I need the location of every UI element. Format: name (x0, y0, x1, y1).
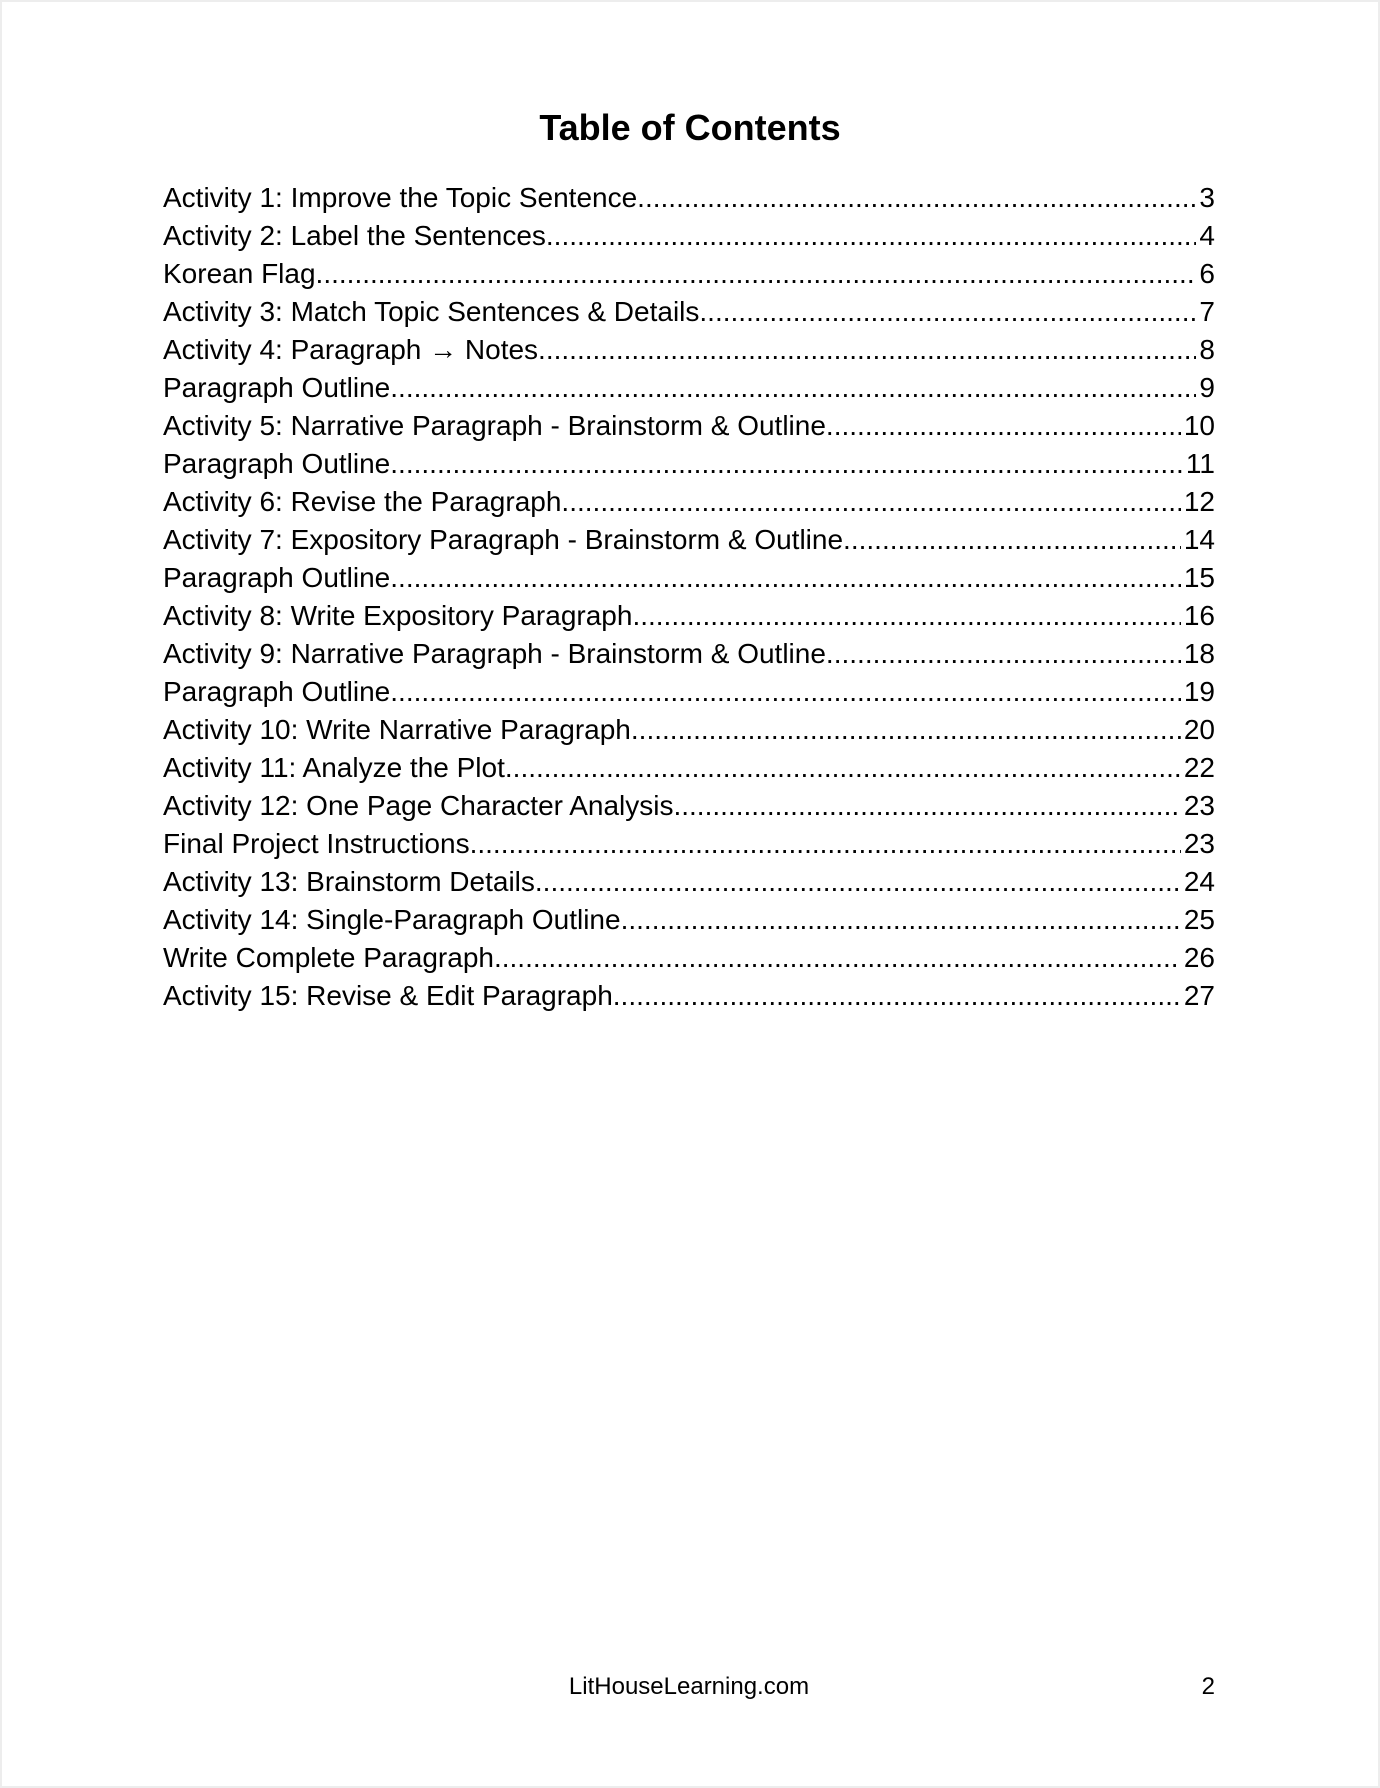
toc-entry-page: 3 (1199, 182, 1215, 213)
toc-entry (163, 331, 1215, 369)
dot-leader (632, 597, 1180, 635)
toc-entry-label: Activity 13: Brainstorm Details (163, 866, 535, 897)
toc-entry-page: 16 (1183, 600, 1215, 631)
toc-entry-page: 22 (1183, 752, 1215, 783)
toc-entry (163, 863, 1215, 901)
toc-entry-label: Activity 5: Narrative Paragraph - Brainstorm & Outline (163, 410, 826, 441)
toc-entry-label: Activity 8: Write Expository Paragraph (163, 600, 633, 631)
toc-entry-page: 15 (1183, 562, 1215, 593)
toc-entry (163, 825, 1215, 863)
toc-entry-label: Activity 2: Label the Sentences (163, 220, 546, 251)
toc-entry (163, 407, 1215, 445)
toc-entry (163, 597, 1215, 635)
dot-leader (699, 293, 1196, 331)
dot-leader (631, 711, 1181, 749)
toc-entry-page: 8 (1199, 334, 1215, 365)
toc-entry-label: Activity 10: Write Narrative Paragraph (163, 714, 631, 745)
dot-leader (538, 331, 1196, 369)
toc-list (163, 179, 1215, 1015)
toc-entry-page: 10 (1183, 410, 1215, 441)
dot-leader (826, 635, 1181, 673)
dot-leader (470, 825, 1181, 863)
toc-entry-label: Paragraph Outline (163, 676, 391, 707)
dot-leader (390, 445, 1183, 483)
dot-leader (505, 749, 1181, 787)
toc-entry (163, 977, 1215, 1015)
toc-entry (163, 217, 1215, 255)
toc-entry-page: 18 (1183, 638, 1215, 669)
dot-leader (613, 977, 1181, 1015)
toc-entry-page: 23 (1183, 828, 1215, 859)
toc-entry-page: 23 (1183, 790, 1215, 821)
toc-entry-label: Activity 6: Revise the Paragraph (163, 486, 562, 517)
toc-entry-label: Paragraph Outline (163, 562, 391, 593)
toc-entry (163, 787, 1215, 825)
toc-entry (163, 179, 1215, 217)
toc-entry-label: Paragraph Outline (163, 372, 391, 403)
dot-leader (316, 255, 1197, 293)
toc-entry-label: Activity 1: Improve the Topic Sentence (163, 182, 638, 213)
dot-leader (826, 407, 1181, 445)
toc-entry-page: 12 (1183, 486, 1215, 517)
toc-entry (163, 901, 1215, 939)
dot-leader (843, 521, 1181, 559)
toc-entry-label: Activity 12: One Page Character Analysis (163, 790, 674, 821)
toc-entry (163, 939, 1215, 977)
toc-entry-label: Activity 9: Narrative Paragraph - Brainstorm & Outline (163, 638, 826, 669)
dot-leader (546, 217, 1197, 255)
toc-entry-page: 11 (1185, 448, 1215, 479)
toc-entry-page: 6 (1199, 258, 1215, 289)
toc-entry-label: Write Complete Paragraph (163, 942, 494, 973)
toc-entry-label: Activity 3: Match Topic Sentences & Details (163, 296, 700, 327)
toc-entry-label: Paragraph Outline (163, 448, 391, 479)
toc-entry (163, 445, 1215, 483)
dot-leader (561, 483, 1180, 521)
dot-leader (494, 939, 1181, 977)
toc-entry-label: Korean Flag (163, 258, 316, 289)
toc-entry-page: 19 (1183, 676, 1215, 707)
dot-leader (673, 787, 1180, 825)
toc-entry-page: 25 (1183, 904, 1215, 935)
toc-entry-page: 9 (1199, 372, 1215, 403)
toc-entry (163, 673, 1215, 711)
toc-entry-page: 7 (1199, 296, 1215, 327)
dot-leader (637, 179, 1196, 217)
dot-leader (390, 559, 1181, 597)
toc-entry-page: 24 (1183, 866, 1215, 897)
dot-leader (390, 673, 1181, 711)
toc-entry (163, 559, 1215, 597)
toc-entry (163, 369, 1215, 407)
toc-entry (163, 749, 1215, 787)
toc-entry-label: Activity 4: Paragraph → Notes (163, 334, 539, 365)
toc-entry-label: Activity 11: Analyze the Plot (163, 752, 505, 783)
dot-leader (535, 863, 1181, 901)
toc-entry (163, 635, 1215, 673)
toc-entry-label: Activity 7: Expository Paragraph - Brainstorm & Outline (163, 524, 844, 555)
toc-entry-label: Activity 15: Revise & Edit Paragraph (163, 980, 613, 1011)
toc-entry (163, 711, 1215, 749)
toc-entry (163, 521, 1215, 559)
dot-leader (390, 369, 1196, 407)
toc-entry-page: 20 (1183, 714, 1215, 745)
toc-entry (163, 483, 1215, 521)
toc-entry (163, 293, 1215, 331)
footer-page-number: 2 (1201, 1673, 1215, 1700)
toc-entry-page: 26 (1183, 942, 1215, 973)
footer-site-name: LitHouseLearning.com (568, 1673, 810, 1700)
toc-entry-page: 27 (1183, 980, 1215, 1011)
toc-entry (163, 255, 1215, 293)
page-footer (163, 1670, 1215, 1704)
toc-entry-page: 4 (1199, 220, 1215, 251)
toc-entry-label: Activity 14: Single-Paragraph Outline (163, 904, 621, 935)
dot-leader (621, 901, 1181, 939)
toc-entry-label: Final Project Instructions (163, 828, 470, 859)
page-title: Table of Contents (539, 107, 841, 148)
toc-entry-page: 14 (1183, 524, 1215, 555)
